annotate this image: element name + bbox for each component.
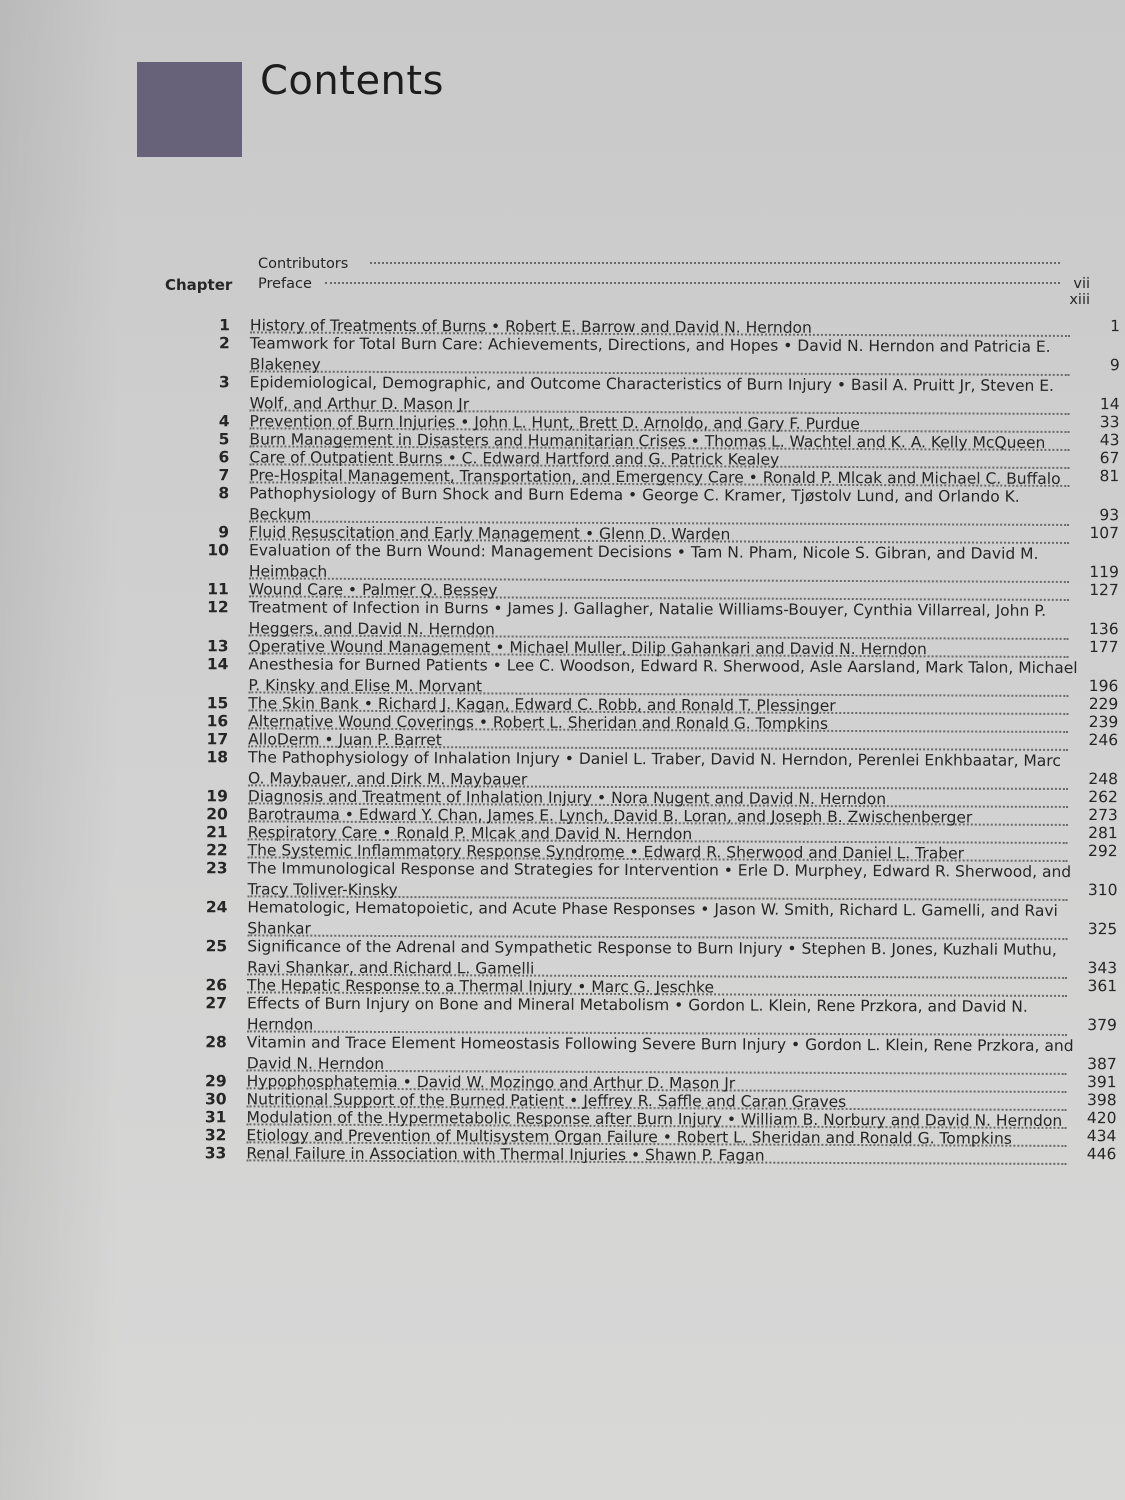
toc-entry: [159, 540, 1119, 583]
page-number: 398: [1086, 1091, 1117, 1110]
page-number: 281: [1088, 824, 1118, 843]
bullet-separator-icon: •: [626, 1146, 646, 1165]
chapter-title: Diagnosis and Treatment of Inhalation Injury: [247, 787, 593, 807]
bullet-separator-icon: •: [488, 599, 508, 618]
chapter-authors: William B. Norbury and David N. Herndon: [740, 1110, 1063, 1130]
chapter-authors: David W. Mozingo and Arthur D. Mason Jr: [416, 1073, 736, 1093]
chapter-title: Significance of the Adrenal and Sympathetic Response to Burn Injury: [247, 937, 783, 958]
chapter-text: [247, 1032, 1077, 1075]
bullet-separator-icon: •: [624, 843, 644, 862]
toc-entry: [159, 597, 1119, 640]
chapter-text: [250, 372, 1080, 415]
chapter-authors: Jeffrey R. Saffle and Caran Graves: [583, 1091, 847, 1112]
bullet-separator-icon: •: [397, 1073, 417, 1092]
chapter-title: Epidemiological, Demographic, and Outcome Characteristics of Burn Injury: [249, 373, 832, 394]
page-number: 43: [1099, 431, 1120, 450]
chapter-authors: Glenn D. Warden: [599, 524, 731, 544]
chapter-title: Hematologic, Hematopoietic, and Acute Phase Responses: [247, 898, 696, 919]
chapter-title: Pathophysiology of Burn Shock and Burn Edema: [249, 484, 624, 505]
front-matter-page: vii: [1073, 276, 1090, 292]
toc-entry: [158, 747, 1118, 790]
toc-entry: [156, 1143, 1116, 1165]
bullet-separator-icon: •: [339, 805, 359, 824]
chapter-authors: Stephen B. Jones, Kuzhali Muthu, Ravi Shankar, and Richard L. Gamelli: [247, 939, 1057, 978]
chapter-title: Alternative Wound Coverings: [248, 712, 474, 732]
page-number: 196: [1088, 677, 1119, 696]
chapter-title: The Hepatic Response to a Thermal Injury: [247, 976, 573, 996]
chapter-authors: Ronald P. Mlcak and David N. Herndon: [396, 824, 693, 844]
chapter-authors: Robert L. Sheridan and Ronald G. Tompkins: [492, 713, 829, 733]
chapter-text: [247, 993, 1077, 1036]
toc-entry: [159, 483, 1119, 526]
bullet-separator-icon: •: [564, 1091, 584, 1110]
bullet-separator-icon: •: [782, 939, 802, 958]
chapter-title: AlloDerm: [248, 730, 320, 749]
chapter-authors: Erle D. Murphey, Edward R. Sherwood, and Tracy Toliver-Kinsky: [247, 861, 1072, 900]
page-number: 420: [1086, 1109, 1117, 1128]
bullet-separator-icon: •: [831, 375, 851, 395]
front-matter: [165, 256, 1090, 308]
chapter-text: [249, 597, 1079, 640]
chapter-authors: Daniel L. Traber, David N. Herndon, Perenlei Enkhbaatar, Marc O. Maybauer, and Dirk M. Maybauer: [247, 749, 1061, 789]
chapter-authors: Thomas L. Wachtel and K. A. Kelly McQueen: [704, 432, 1046, 452]
bullet-separator-icon: •: [319, 730, 339, 749]
chapter-title: Respiratory Care: [247, 823, 378, 842]
chapter-title: The Immunological Response and Strategies for Intervention: [247, 859, 719, 880]
bullet-separator-icon: •: [592, 788, 612, 807]
page-number: 361: [1087, 977, 1118, 996]
chapter-authors: Gordon L. Klein, Rene Przkora, and David N. Herndon: [246, 996, 1028, 1034]
page-number: 387: [1087, 1055, 1117, 1074]
chapter-number: 2: [219, 334, 230, 353]
chapter-number: 25: [205, 937, 228, 956]
bullet-separator-icon: •: [473, 713, 493, 732]
bullet-separator-icon: •: [486, 317, 506, 336]
chapter-number: 24: [205, 898, 228, 917]
bullet-separator-icon: •: [342, 580, 363, 599]
chapter-text: [250, 333, 1080, 376]
toc-entry: [157, 858, 1117, 901]
chapter-number: 18: [206, 748, 229, 767]
chapter-number: 32: [204, 1126, 227, 1145]
chapter-authors: Jason W. Smith, Richard L. Gamelli, and Ravi Shankar: [247, 900, 1058, 938]
chapter-title: The Systemic Inflammatory Response Syndrome: [247, 841, 625, 862]
bullet-separator-icon: •: [778, 336, 798, 355]
bullet-separator-icon: •: [671, 543, 691, 562]
bullet-separator-icon: •: [743, 468, 763, 487]
page-number: 177: [1088, 638, 1119, 657]
page-number: 379: [1087, 1016, 1117, 1035]
chapter-number: 29: [205, 1072, 227, 1091]
chapter-authors: Basil A. Pruitt Jr, Steven E. Wolf, and Arthur D. Mason Jr: [249, 376, 1055, 414]
chapter-number: 12: [207, 598, 229, 617]
chapter-authors: C. Edward Hartford and G. Patrick Kealey: [461, 449, 780, 469]
bullet-separator-icon: •: [559, 749, 579, 768]
page-number: 127: [1089, 581, 1119, 600]
chapter-authors: Tam N. Pham, Nicole S. Gibran, and David M. Heimbach: [248, 543, 1039, 581]
chapter-number: 11: [207, 580, 229, 599]
bullet-separator-icon: •: [442, 449, 462, 468]
front-matter-title: Preface: [258, 276, 312, 292]
chapter-authors: Richard J. Kagan, Edward C. Robb, and Ronald T. Plessinger: [377, 694, 836, 715]
bullet-separator-icon: •: [657, 1128, 677, 1147]
chapter-authors: Juan P. Barret: [338, 730, 442, 750]
page-number: 262: [1088, 788, 1118, 807]
chapter-number: 6: [218, 448, 230, 467]
page-number: 325: [1087, 920, 1118, 939]
chapter-number: 10: [207, 541, 230, 560]
page-number: 246: [1088, 731, 1119, 750]
chapter-text: [247, 936, 1077, 979]
chapter-number: 7: [218, 466, 230, 485]
chapter-number: 4: [218, 412, 230, 431]
chapter-number: 26: [205, 976, 228, 995]
chapter-title: Etiology and Prevention of Multisystem Organ Failure: [246, 1126, 658, 1147]
table-of-contents: [156, 315, 1120, 1165]
chapter-title: Treatment of Infection in Burns: [248, 598, 489, 618]
bullet-separator-icon: •: [718, 861, 738, 880]
page-number: 446: [1086, 1145, 1117, 1164]
bullet-separator-icon: •: [685, 432, 705, 451]
chapter-title: Fluid Resuscitation and Early Management: [249, 523, 581, 543]
chapter-title: Modulation of the Hypermetabolic Response after Burn Injury: [246, 1108, 722, 1129]
toc-entry: [157, 1032, 1117, 1075]
chapter-number: 22: [206, 841, 228, 860]
chapter-title: Prevention of Burn Injuries: [249, 412, 456, 432]
bullet-separator-icon: •: [695, 900, 715, 919]
bullet-separator-icon: •: [490, 638, 510, 657]
chapter-title: Wound Care: [248, 580, 344, 599]
heading-color-block: [137, 62, 242, 157]
chapter-text: [249, 540, 1079, 583]
bullet-separator-icon: •: [721, 1110, 741, 1129]
bullet-separator-icon: •: [786, 1035, 806, 1054]
chapter-text: [247, 897, 1077, 940]
chapter-number: 1: [219, 316, 230, 335]
chapter-number: 27: [205, 994, 228, 1013]
chapter-number: 19: [206, 787, 228, 806]
toc-entry: [158, 654, 1118, 697]
chapter-authors: Lee C. Woodson, Edward R. Sherwood, Asle Aarsland, Mark Talon, Michael P. Kinsky and Elise M. Morvant: [248, 656, 1078, 696]
bullet-separator-icon: •: [358, 694, 378, 713]
chapter-title: Barotrauma: [247, 805, 340, 824]
chapter-number: 3: [218, 373, 230, 392]
page-number: 33: [1099, 413, 1120, 432]
chapter-number: 14: [206, 655, 229, 674]
page-number: 14: [1099, 395, 1120, 414]
toc-entry: [157, 936, 1117, 979]
chapter-number: 30: [204, 1090, 227, 1109]
page-number: 119: [1089, 563, 1119, 582]
page-number: 239: [1088, 713, 1119, 732]
chapter-number: 28: [205, 1033, 227, 1052]
chapter-title: Hypophosphatemia: [246, 1072, 398, 1092]
chapter-authors: Ronald P. Mlcak and Michael C. Buffalo: [762, 468, 1061, 488]
chapter-number: 21: [206, 823, 228, 842]
chapter-title: The Pathophysiology of Inhalation Injury: [248, 748, 560, 768]
chapter-authors: Edward R. Sherwood and Daniel L. Traber: [643, 843, 965, 863]
chapter-title: Burn Management in Disasters and Humanitarian Crises: [249, 430, 686, 451]
front-matter-title: Contributors: [258, 256, 349, 272]
chapter-authors: David N. Herndon and Patricia E. Blakeney: [249, 336, 1051, 374]
page-number: 434: [1086, 1127, 1117, 1146]
chapter-title: Nutritional Support of the Burned Patient: [246, 1090, 565, 1110]
chapter-authors: Robert L. Sheridan and Ronald G. Tompkins: [676, 1128, 1012, 1148]
chapter-number: 17: [206, 730, 229, 749]
page-number: 93: [1099, 506, 1120, 525]
chapter-title: Vitamin and Trace Element Homeostasis Following Severe Burn Injury: [246, 1033, 787, 1054]
toc-entry: [160, 333, 1120, 376]
page-title: Contents: [260, 58, 444, 104]
bullet-separator-icon: •: [572, 977, 592, 996]
page-number: 67: [1099, 449, 1120, 468]
page-number: 229: [1088, 695, 1119, 714]
chapter-authors: James J. Gallagher, Natalie Williams-Bouyer, Cynthia Villarreal, John P. Heggers, and David N. Herndon: [248, 599, 1047, 639]
page-number: 310: [1087, 881, 1118, 900]
chapter-number: 15: [206, 694, 229, 713]
chapter-authors: Marc G. Jeschke: [591, 977, 715, 997]
page-number: 248: [1088, 770, 1119, 789]
chapter-authors: Shawn P. Fagan: [645, 1146, 765, 1165]
bullet-separator-icon: •: [669, 996, 689, 1015]
page-number: 9: [1109, 356, 1120, 375]
chapter-text: [248, 747, 1078, 790]
page-number: 136: [1089, 620, 1119, 639]
page-number: 292: [1088, 842, 1118, 861]
chapter-title: Operative Wound Management: [248, 637, 491, 657]
chapter-number: 5: [218, 430, 230, 449]
chapter-text: [246, 1143, 1076, 1165]
page-number: 273: [1088, 806, 1118, 825]
chapter-number: 13: [206, 637, 229, 656]
toc-entry: [157, 993, 1117, 1036]
chapter-number: 31: [204, 1108, 227, 1127]
chapter-number: 8: [218, 484, 230, 503]
chapter-text: [247, 858, 1077, 901]
chapter-title: Teamwork for Total Burn Care: Achievements, Directions, and Hopes: [249, 334, 779, 355]
chapter-title: Pre-Hospital Management, Transportation, and Emergency Care: [249, 466, 744, 487]
chapter-authors: John L. Hunt, Brett D. Arnoldo, and Gary F. Purdue: [474, 413, 860, 434]
page-number: 107: [1089, 524, 1120, 543]
page-number: 391: [1087, 1073, 1117, 1092]
chapter-title: Anesthesia for Burned Patients: [248, 655, 488, 675]
chapter-authors: Robert E. Barrow and David N. Herndon: [505, 317, 812, 337]
dot-leader: [325, 282, 1060, 284]
bullet-separator-icon: •: [580, 524, 600, 543]
chapter-authors: Gordon L. Klein, Rene Przkora, and David N. Herndon: [246, 1035, 1074, 1073]
chapter-number: 20: [206, 805, 228, 824]
front-matter-row: [165, 276, 1090, 308]
bullet-separator-icon: •: [377, 823, 397, 843]
page-number: 81: [1099, 467, 1120, 486]
chapter-title: Renal Failure in Association with Thermal Injuries: [246, 1144, 627, 1165]
chapter-title: The Skin Bank: [248, 694, 359, 713]
chapter-number: 23: [205, 859, 228, 878]
chapter-text: [248, 654, 1078, 697]
page-number: 343: [1087, 959, 1118, 978]
chapter-authors: Edward Y. Chan, James E. Lynch, David B. Loran, and Joseph B. Zwischenberger: [358, 805, 973, 827]
chapter-authors: George C. Kramer, Tjøstolv Lund, and Orlando K. Beckum: [249, 486, 1020, 524]
page-gutter-shadow: [0, 0, 120, 1500]
chapter-authors: Nora Nugent and David N. Herndon: [611, 788, 887, 809]
bullet-separator-icon: •: [487, 656, 507, 675]
toc-entry: [160, 372, 1120, 415]
chapter-title: Evaluation of the Burn Wound: Management Decisions: [248, 541, 672, 562]
chapter-title: History of Treatments of Burns: [249, 316, 487, 336]
chapter-title: Effects of Burn Injury on Bone and Mineral Metabolism: [246, 994, 670, 1015]
bullet-separator-icon: •: [455, 413, 475, 432]
front-matter-page: xiii: [1069, 292, 1090, 308]
toc-entry: [157, 897, 1117, 940]
bullet-separator-icon: •: [623, 486, 643, 505]
chapter-number: 33: [204, 1144, 227, 1163]
chapter-text: [249, 483, 1079, 526]
chapter-title: Care of Outpatient Burns: [249, 448, 443, 468]
chapter-number: 16: [206, 712, 229, 731]
page-number: 1: [1110, 317, 1120, 336]
chapter-authors: Michael Muller, Dilip Gahankari and David N. Herndon: [509, 638, 927, 659]
chapter-number: 9: [218, 523, 230, 542]
dot-leader: [370, 262, 1060, 264]
chapter-authors: Palmer Q. Bessey: [361, 580, 498, 600]
chapter-column-label: Chapter: [165, 276, 233, 294]
